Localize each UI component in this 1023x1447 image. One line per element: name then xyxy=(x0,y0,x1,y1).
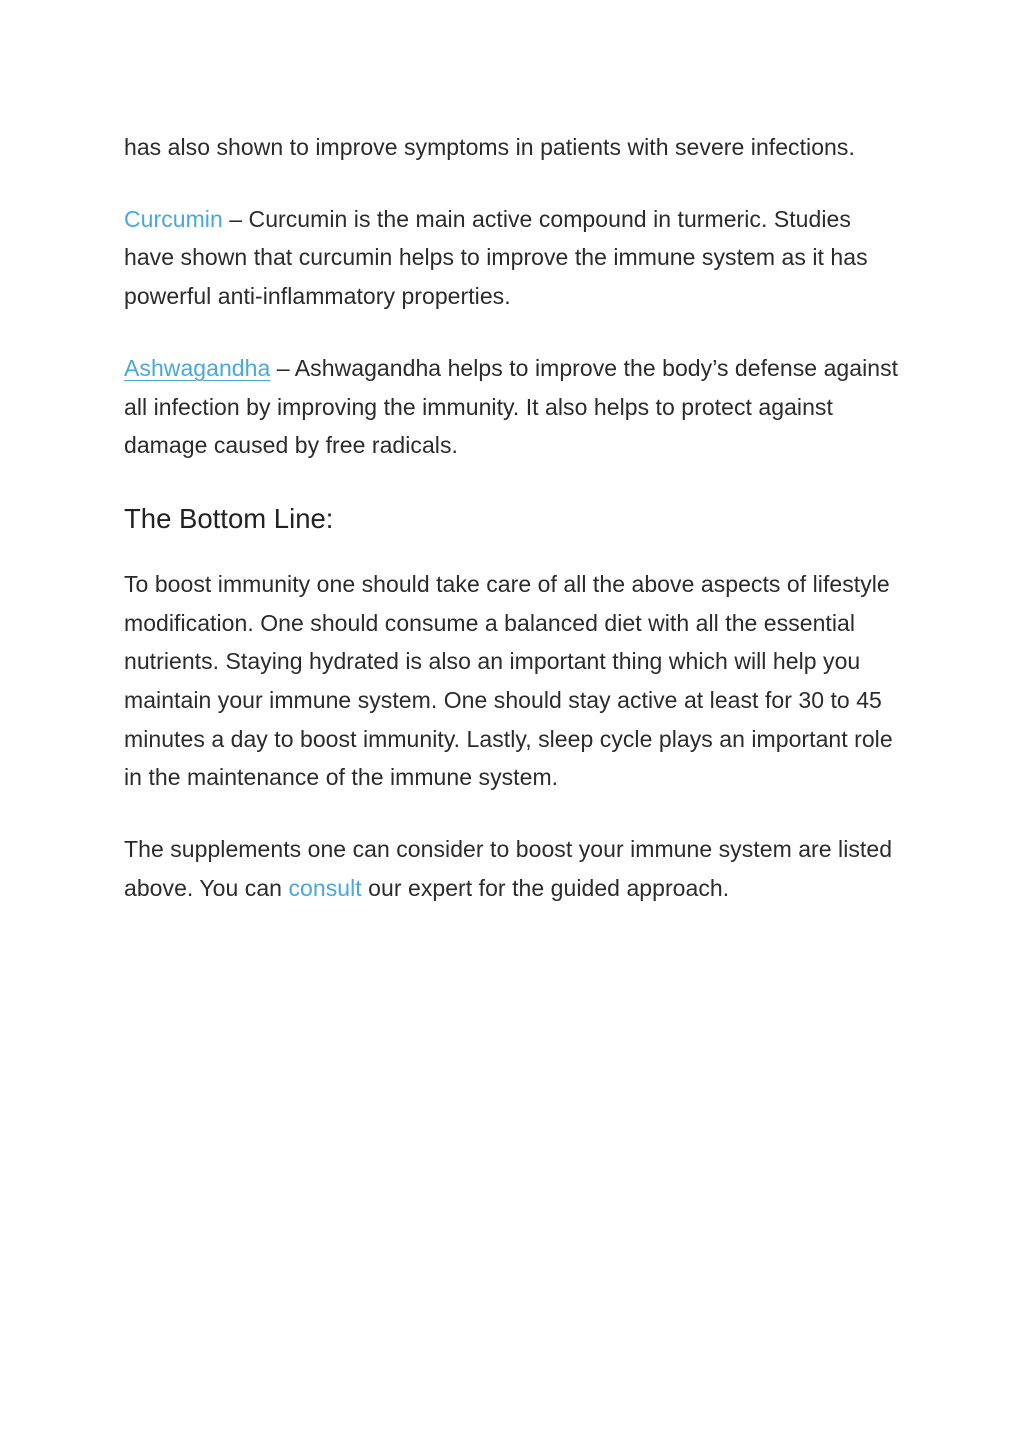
document-page xyxy=(124,128,904,941)
closing-text-before: The supplements one can consider to boost your immune system are listed above. You can xyxy=(124,836,893,901)
intro-continued-paragraph xyxy=(124,128,904,167)
curcumin-paragraph xyxy=(124,200,904,316)
curcumin-link[interactable]: Curcumin xyxy=(124,205,223,232)
closing-text-after: our expert for the guided approach. xyxy=(361,874,730,901)
closing-paragraph xyxy=(124,830,904,907)
intro-continued-text: has also shown to improve symptoms in patients with severe infections. xyxy=(124,134,855,160)
consult-link[interactable]: consult xyxy=(288,874,362,901)
curcumin-text: – Curcumin is the main active compound in turmeric. Studies have shown that curcumin helps to improve the immune system as it has powerful anti-inflammatory properties. xyxy=(124,205,868,310)
ashwagandha-link[interactable]: Ashwagandha xyxy=(124,354,271,381)
ashwagandha-paragraph xyxy=(124,349,904,465)
bottom-line-paragraph xyxy=(124,565,904,797)
bottom-line-heading: The Bottom Line: xyxy=(124,502,334,534)
ashwagandha-text: – Ashwagandha helps to improve the body’s defense against all infection by improving the immunity. It also helps to protect against damage caused by free radicals. xyxy=(124,354,899,459)
bottom-line-text: To boost immunity one should take care of all the above aspects of lifestyle modification. One should consume a balanced diet with all the essential nutrients. Staying hydrated is also an important thing which will help you maintain your immune system. One should stay active at least for 30 to 45 minutes a day to boost immunity. Lastly, sleep cycle plays an important role in the maintenance of the immune system. xyxy=(124,570,893,791)
